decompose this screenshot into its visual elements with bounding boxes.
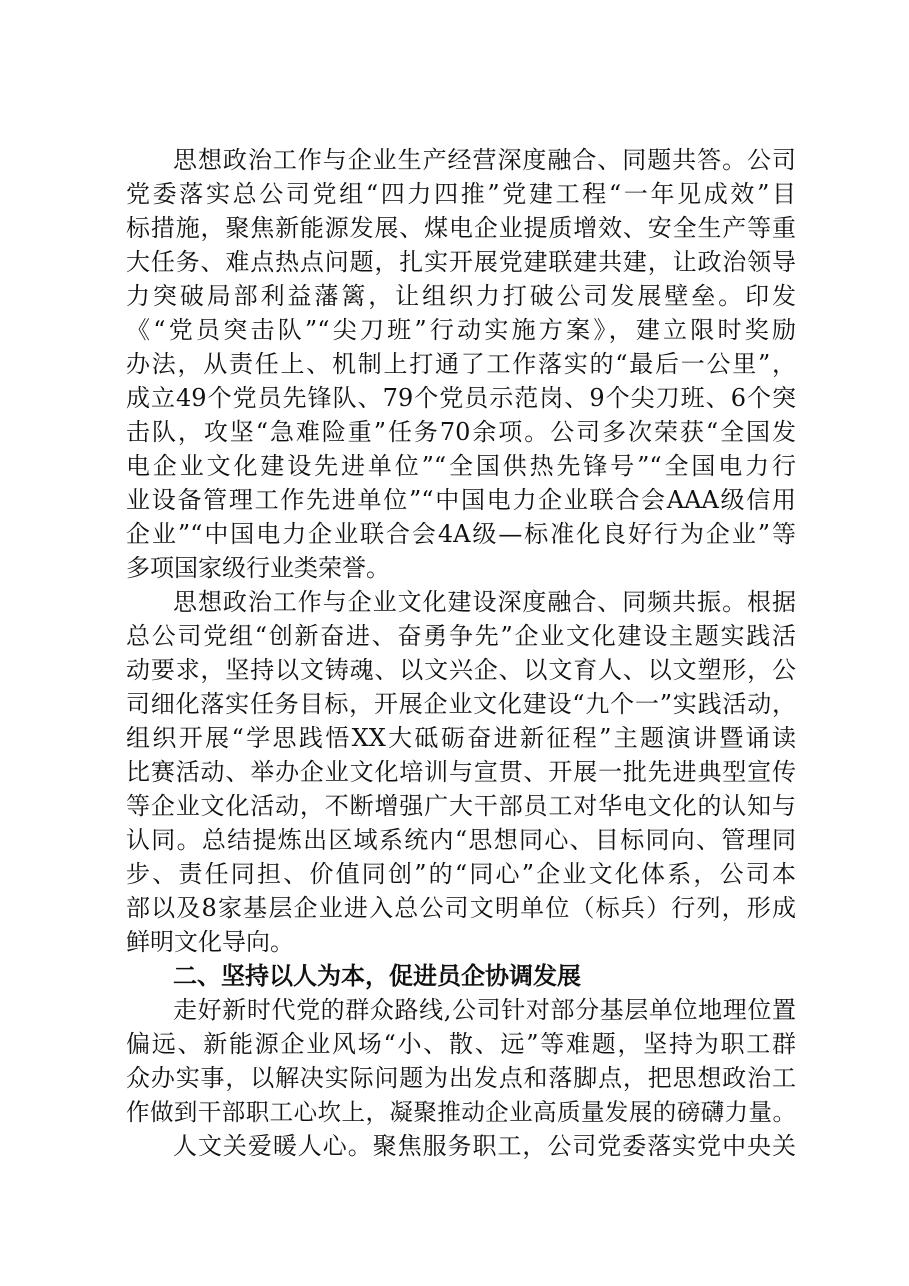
- paragraph-2-line: 思想政治工作与企业文化建设深度融合、同频共振。根据: [173, 588, 796, 616]
- paragraph-3-line: 作做到干部职工心坎上，凝聚推动企业高质量发展的磅礴力量。: [126, 1098, 796, 1126]
- paragraph-2-line: 认同。总结提炼出区域系统内“思想同心、目标同向、管理同: [126, 826, 796, 854]
- paragraph-1-line: 办法，从责任上、机制上打通了工作落实的“最后一公里”，: [126, 350, 796, 378]
- paragraph-1-line: 《“党员突击队”“尖刀班”行动实施方案》，建立限时奖励: [126, 316, 796, 344]
- paragraph-2-line: 步、责任同担、价值同创”的“同心”企业文化体系，公司本: [126, 860, 796, 888]
- paragraph-1-line: 力突破局部利益藩篱，让组织力打破公司发展壁垒。印发: [126, 282, 796, 310]
- paragraph-2-line: 部以及8家基层企业进入总公司文明单位（标兵）行列，形成: [126, 894, 796, 922]
- paragraph-2-line: 司细化落实任务目标，开展企业文化建设“九个一”实践活动，: [126, 690, 796, 718]
- paragraph-1-line: 标措施，聚焦新能源发展、煤电企业提质增效、安全生产等重: [126, 214, 796, 242]
- paragraph-1-line: 电企业文化建设先进单位”“全国供热先锋号”“全国电力行: [126, 452, 796, 480]
- paragraph-3-line: 偏远、新能源企业风场“小、散、远”等难题，坚持为职工群: [126, 1030, 796, 1058]
- paragraph-1-line: 企业”“中国电力企业联合会4A级—标准化良好行为企业”等: [126, 520, 796, 548]
- paragraph-1-line: 多项国家级行业类荣誉。: [126, 554, 390, 582]
- paragraph-1-line: 党委落实总公司党组“四力四推”党建工程“一年见成效”目: [126, 180, 796, 208]
- paragraph-4-line: 人文关爱暖人心。聚焦服务职工，公司党委落实党中央关: [173, 1132, 796, 1160]
- paragraph-1-line: 击队，攻坚“急难险重”任务70余项。公司多次荣获“全国发: [126, 418, 796, 446]
- paragraph-2-line: 组织开展“学思践悟XX大砥砺奋进新征程”主题演讲暨诵读: [126, 724, 796, 752]
- section-heading: 二、坚持以人为本，促进员企协调发展: [173, 962, 581, 990]
- paragraph-1-line: 业设备管理工作先进单位”“中国电力企业联合会AAA级信用: [126, 486, 796, 514]
- paragraph-3-line: 众办实事，以解决实际问题为出发点和落脚点，把思想政治工: [126, 1064, 796, 1092]
- paragraph-1-line: 大任务、难点热点问题，扎实开展党建联建共建，让政治领导: [126, 248, 796, 276]
- paragraph-3-line: 走好新时代党的群众路线,公司针对部分基层单位地理位置: [173, 996, 796, 1024]
- paragraph-2-line: 比赛活动、举办企业文化培训与宣贯、开展一批先进典型宣传: [126, 758, 796, 786]
- paragraph-2-line: 等企业文化活动，不断增强广大干部员工对华电文化的认知与: [126, 792, 796, 820]
- paragraph-1-line: 思想政治工作与企业生产经营深度融合、同题共答。公司: [173, 146, 796, 174]
- paragraph-1-line: 成立49个党员先锋队、79个党员示范岗、9个尖刀班、6个突: [126, 384, 796, 412]
- paragraph-2-line: 动要求，坚持以文铸魂、以文兴企、以文育人、以文塑形，公: [126, 656, 796, 684]
- paragraph-2-line: 总公司党组“创新奋进、奋勇争先”企业文化建设主题实践活: [126, 622, 796, 650]
- paragraph-2-line: 鲜明文化导向。: [126, 928, 294, 956]
